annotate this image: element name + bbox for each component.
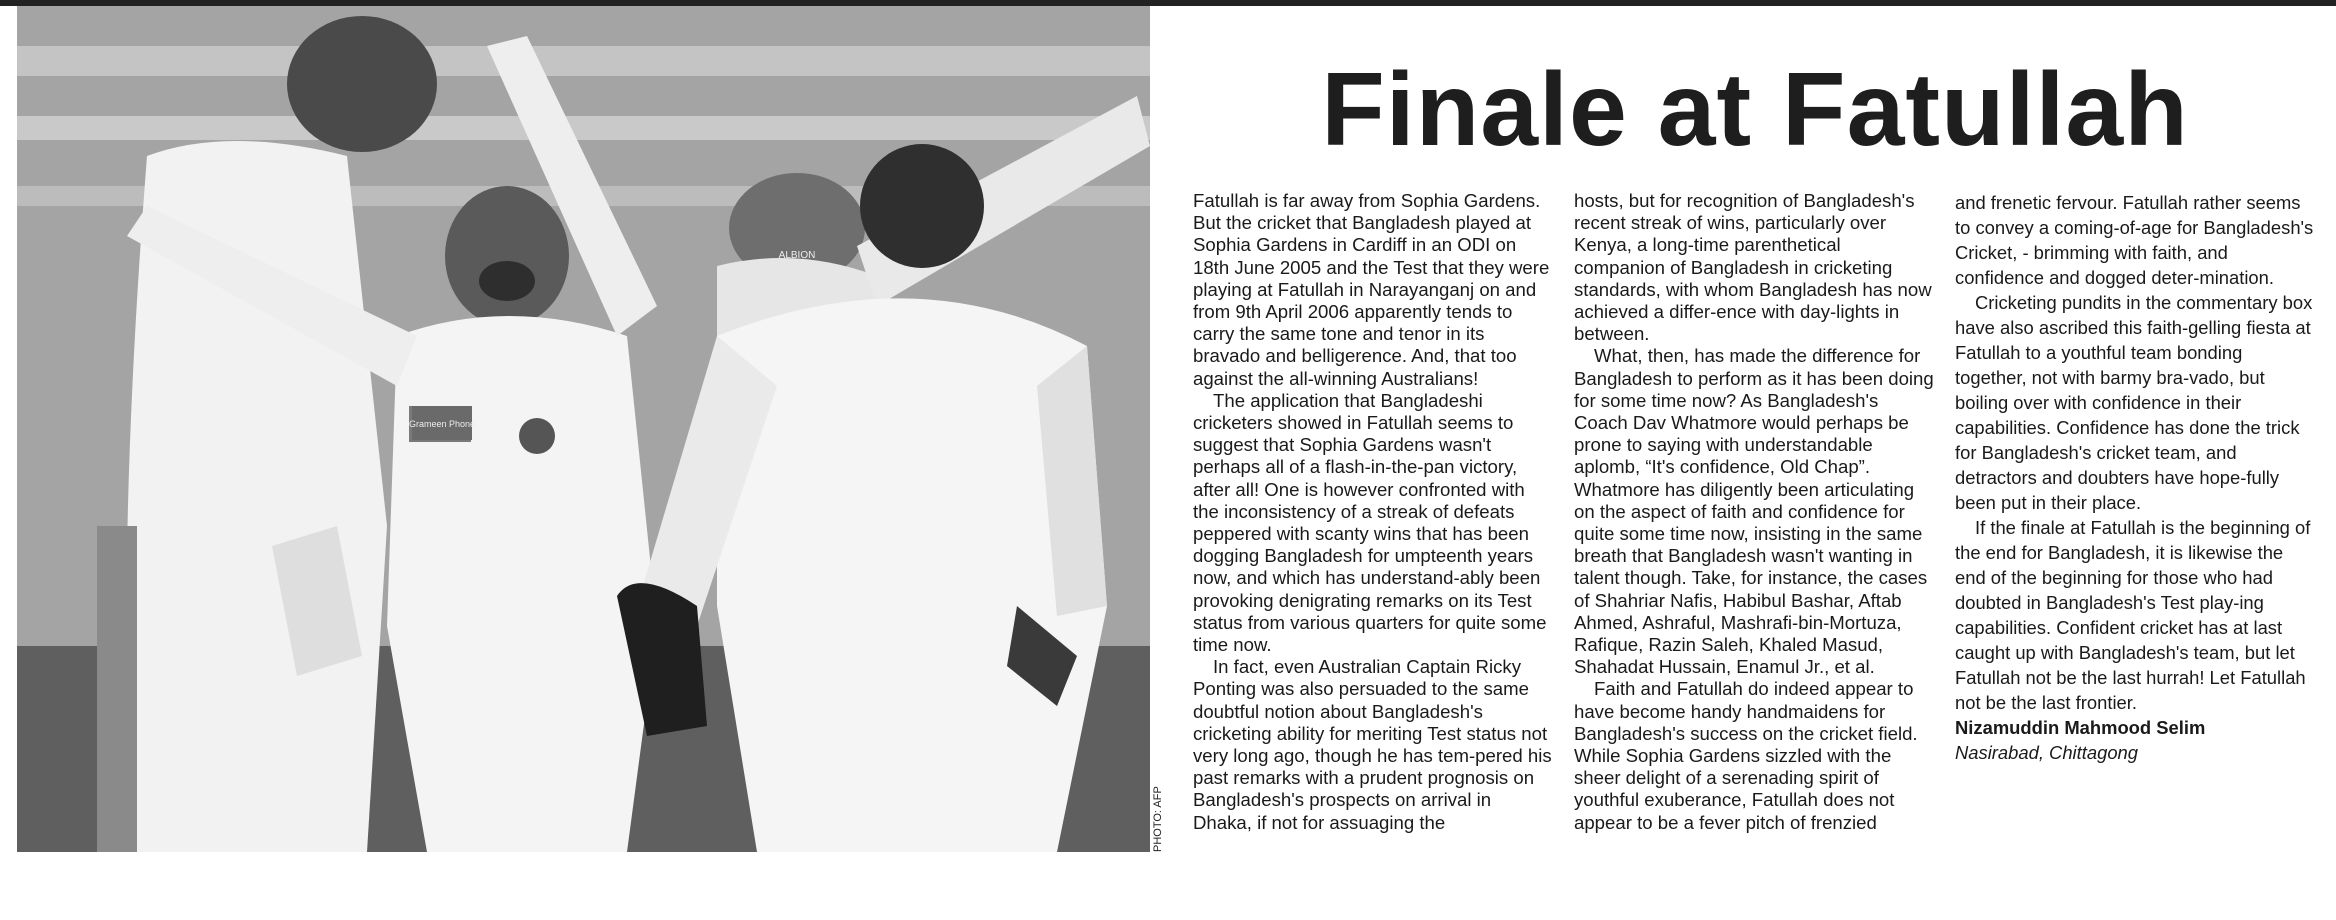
paragraph: In fact, even Australian Captain Ricky Ponting was also persuaded to the same doubtful notion about Bangladesh's cricketing ability for meriting Test status not very long ago, though he has tem-pered his past remarks with a prudent prognosis on Bangladesh's prospects on arrival in Dhaka, if not for assuaging the (1193, 656, 1552, 833)
author-name: Nizamuddin Mahmood Selim (1955, 717, 2206, 738)
paragraph: What, then, has made the difference for Bangladesh to perform as it has been doing for some time now? As Bangladesh's Coach Dav Whatmore would perhaps be prone to saying with understandable aplomb, “It's confidence, Old Chap”. Whatmore has diligently been articulating on the aspect of faith and confidence for quite some time now, insisting in the same breath that Bangladesh wasn't wanting in talent though. Take, for instance, the cases of Shahriar Nafis, Habibul Bashar, Aftab Ahmed, Ashraful, Mashrafi-bin-Mortuza, Rafique, Razin Saleh, Khaled Masud, Shahadat Hussain, Enamul Jr., et al. (1574, 345, 1934, 678)
paragraph: If the finale at Fatullah is the beginning of the end for Bangladesh, it is likewise the end of the beginning for those who had doubted in Bangladesh's Test play-ing capabilities. Confident cricket has at last caught up with Bangladesh's team, but let Fatullah not be the last hurrah! Let Fatullah not be the last frontier. (1955, 517, 2311, 713)
article-column-2 (1574, 190, 1936, 834)
paragraph: Faith and Fatullah do indeed appear to have become handy handmaidens for Bangladesh's success on the cricket field. While Sophia Gardens sizzled with the sheer delight of a serenading spirit of youthful exuberance, Fatullah does not appear to be a fever pitch of frenzied (1574, 678, 1918, 833)
paragraph: and frenetic fervour. Fatullah rather seems to convey a coming-of-age for Bangladesh's Cricket, - brimming with faith, and confidence and dogged deter-mination. (1955, 192, 2314, 288)
article-column-1 (1193, 190, 1553, 834)
paragraph: Fatullah is far away from Sophia Gardens. But the cricket that Bangladesh played at Sophia Gardens in Cardiff in an ODI on 18th June 2005 and the Test that they were playing at Fatullah in Narayanganj on and from 9th April 2006 apparently tends to carry the same tone and tenor in its bravado and belligerence. And, that too against the all-winning Australians! (1193, 190, 1550, 389)
article-column-3 (1955, 190, 2315, 765)
author-location: Nasirabad, Chittagong (1955, 742, 2138, 763)
photo-illustration (17, 6, 1150, 852)
paragraph: The application that Bangladeshi cricketers showed in Fatullah seems to suggest that Sophia Gardens wasn't perhaps all of a flash-in-the-pan victory, after all! One is however confronted with the inconsistency of a streak of defeats peppered with scanty wins that has been dogging Bangladesh for umpteenth years now, and which has understand-ably been provoking denigrating remarks on its Test status from various quarters for quite some time now. (1193, 389, 1547, 656)
headline: Finale at Fatullah (1321, 52, 2189, 168)
photo-credit: PHOTO: AFP (1152, 786, 1164, 852)
helmet-brand-text: ALBION (778, 250, 816, 261)
paragraph: Cricketing pundits in the commentary box have also ascribed this faith-gelling fiesta at Fatullah to a youthful team bonding together, not with barmy bra-vado, but boiling over with confidence in their capabilities. Confidence has done the trick for Bangladesh's cricket team, and detractors and doubters have hope-fully been put in their place. (1955, 292, 2313, 513)
paragraph: hosts, but for recognition of Bangladesh's recent streak of wins, particularly over Kenya, a long-time parenthetical companion of Bangladesh in cricketing standards, with whom Bangladesh has now achieved a differ-ence with day-lights in between. (1574, 190, 1932, 345)
shirt-badge-text: Grameen Phone (408, 419, 476, 429)
cricket-celebration-photo (17, 6, 1150, 852)
